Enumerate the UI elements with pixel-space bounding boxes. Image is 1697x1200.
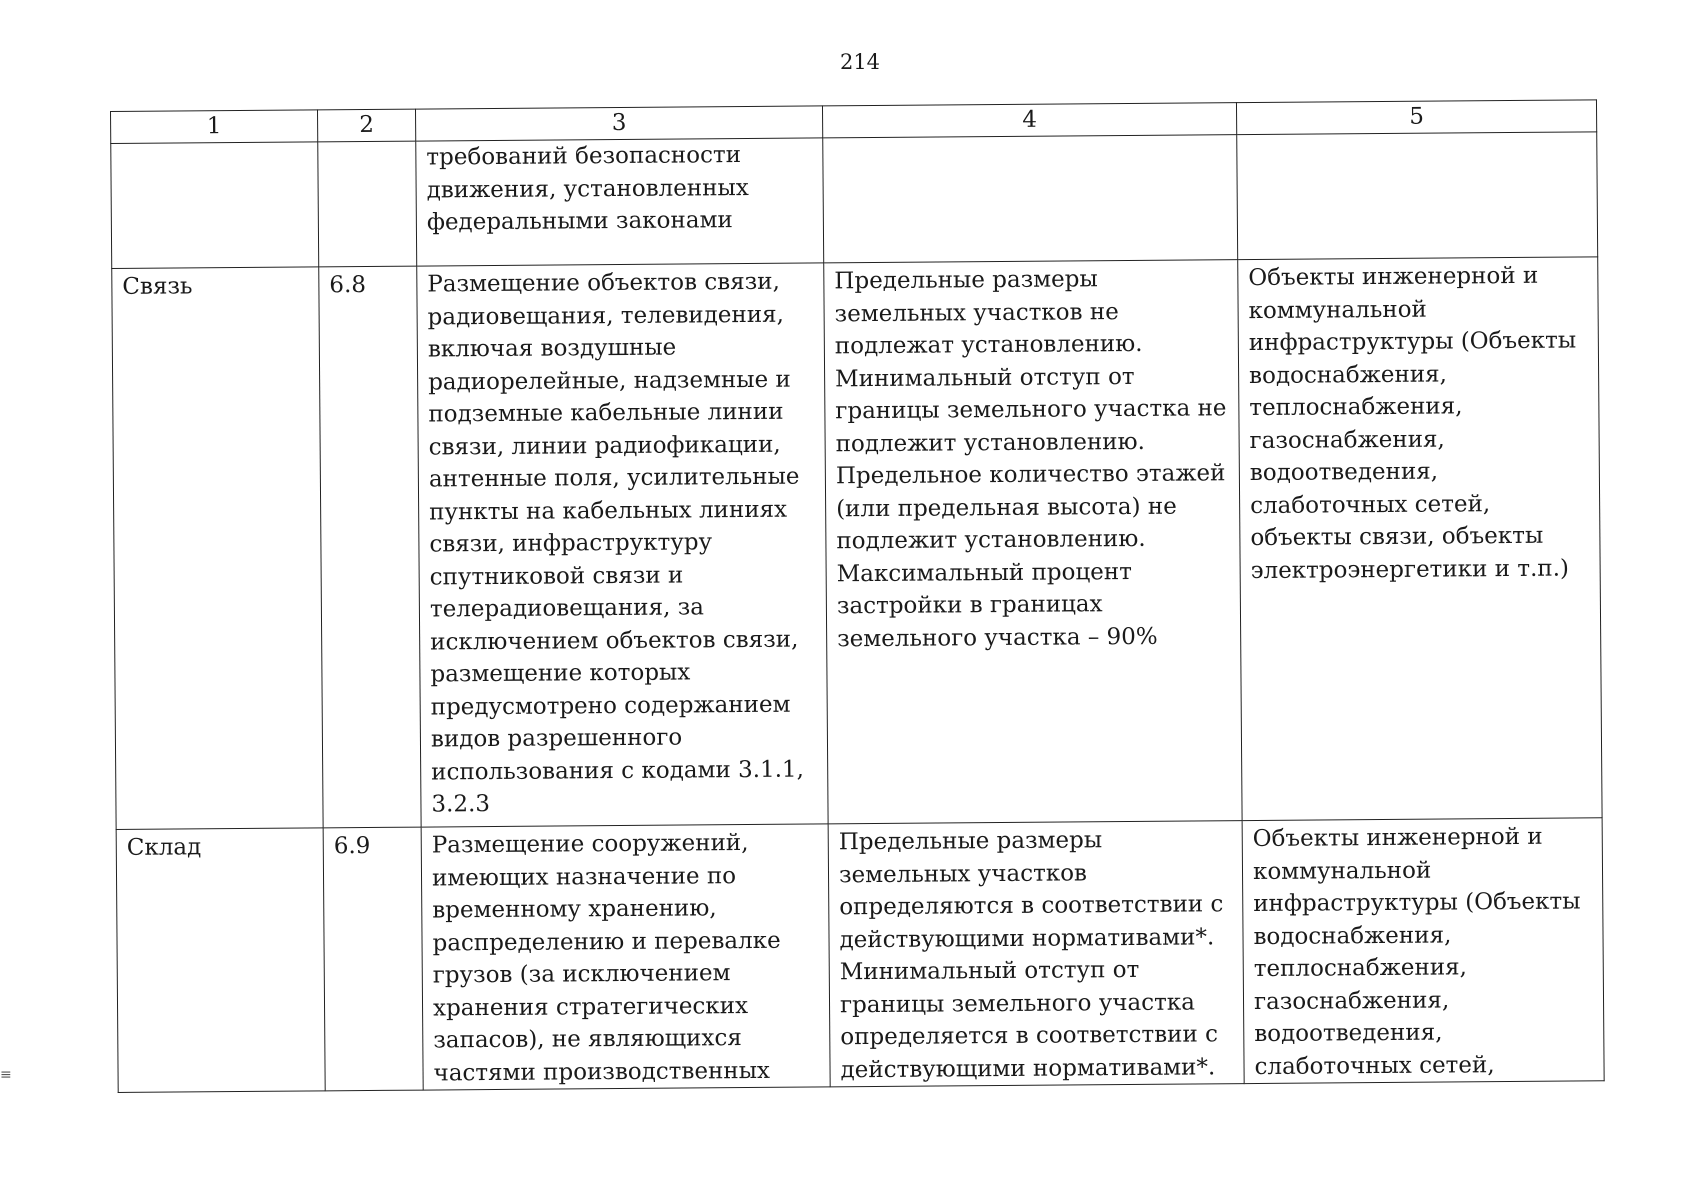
text-line: газоснабжения, [1249,426,1445,454]
page-number: 214 [839,50,881,74]
land-use-table [110,99,1605,1093]
text-line: слаботочных сетей, [1254,1051,1495,1080]
table-row [111,132,1598,269]
text-line: радиовещания, телевидения, [427,301,785,331]
use-type-description [417,263,828,827]
use-type-code: 6.8 [319,266,421,828]
text-line: водоотведения, [1254,1019,1443,1048]
construction-parameters [824,260,1242,824]
text-line: Объекты инженерной и [1252,823,1543,853]
text-line: застройки в границах [836,591,1103,620]
text-line: размещение которых [430,659,691,688]
table-row [116,818,1604,1093]
text-line: подлежат установлению. [834,330,1143,360]
text-line: Предельные размеры [838,827,1103,856]
text-line: хранения стратегических [432,992,749,1021]
text-line: коммунальной [1248,296,1427,324]
text-line: телерадиовещания, за [429,594,705,623]
text-line: водоснабжения, [1249,361,1448,389]
use-type-name [111,142,319,269]
text-line: водоснабжения, [1253,921,1452,950]
use-type-code [318,141,417,267]
text-line: грузов (за исключением [432,960,731,989]
text-line: пункты на кабельных линиях [429,496,788,526]
infrastructure-objects [1242,818,1604,1084]
text-line: определяется в соответствии с [840,1021,1219,1051]
text-line: включая воздушные [427,334,677,363]
use-type-description [416,138,824,266]
use-type-code: 6.9 [323,827,423,1091]
text-line: требований безопасности [426,142,742,171]
text-line: земельных участков [838,859,1088,888]
construction-parameters [823,135,1238,263]
text-line: радиорелейные, надземные и [428,366,791,396]
text-line: водоотведения, [1249,458,1439,487]
text-line: распределению и перевалке [432,927,781,956]
text-line: 3.2.3 [431,791,491,818]
text-line: инфраструктуры (Объекты [1253,888,1581,918]
text-line: Объекты инженерной и [1248,262,1539,292]
text-line: частями производственных [433,1057,771,1086]
text-line: подлежит установлению. [836,525,1146,555]
text-line: земельных участков не [834,298,1119,327]
text-line: действующими нормативами*. [840,1053,1216,1083]
text-line: границы земельного участка [839,989,1196,1018]
text-line: запасов), не являющихся [433,1025,742,1054]
text-line: Минимальный отступ от [839,956,1140,986]
text-line: (или предельная высота) не [836,493,1177,522]
text-line: федеральными законами [426,207,733,236]
table-row [112,257,1602,830]
text-line: Максимальный процент [836,558,1132,587]
text-line: временному хранению, [432,895,717,924]
text-line: антенные поля, усилительные [428,463,800,493]
text-line: теплоснабжения, [1249,393,1463,422]
text-line: Предельное количество этажей [835,460,1226,490]
column-header: 2 [317,109,415,142]
text-line: Размещение объектов связи, [427,268,780,298]
text-line: земельного участка – 90% [837,623,1158,652]
text-line: действующими нормативами*. [839,923,1215,953]
text-line: использования с кодами 3.1.1, [431,756,805,785]
column-header: 4 [822,103,1236,138]
text-line: границы земельного участка не [835,395,1227,425]
text-line: предусмотрено содержанием [430,691,791,720]
text-line: газоснабжения, [1253,987,1450,1015]
text-line: Размещение сооружений, [431,830,749,859]
use-type-description [421,824,830,1090]
text-line: теплоснабжения, [1253,954,1468,983]
use-type-name: Связь [112,267,323,830]
text-line: связи, инфраструктуру [429,529,713,558]
column-header: 1 [111,110,318,144]
text-line: определяются в соответствии с [839,891,1224,921]
text-line: спутниковой связи и [429,562,684,591]
text-line: исключением объектов связи, [430,626,799,656]
construction-parameters [828,821,1244,1087]
text-line: слаботочных сетей, [1250,490,1491,519]
text-line: подлежит установлению. [835,428,1146,457]
use-type-name: Склад [116,828,325,1093]
infrastructure-objects [1237,132,1598,260]
text-line: связи, линии радиофикации, [428,431,781,461]
text-line: Минимальный отступ от [835,363,1135,392]
text-line: инфраструктуры (Объекты [1248,327,1577,357]
text-line: имеющих назначение по [431,862,737,891]
column-header: 5 [1236,100,1596,135]
text-line: подземные кабельные линии [428,398,784,428]
text-line: коммунальной [1252,857,1432,885]
text-line: движения, установленных [426,174,749,204]
text-line: видов разрешенного [430,724,683,753]
text-line: Предельные размеры [834,266,1098,295]
column-header: 3 [415,106,822,141]
text-line: объекты связи, объекты [1250,522,1544,552]
text-line: электроэнергетики и т.п.) [1250,555,1570,584]
scan-edge-mark: ≡ [0,1067,12,1083]
infrastructure-objects [1238,257,1602,821]
